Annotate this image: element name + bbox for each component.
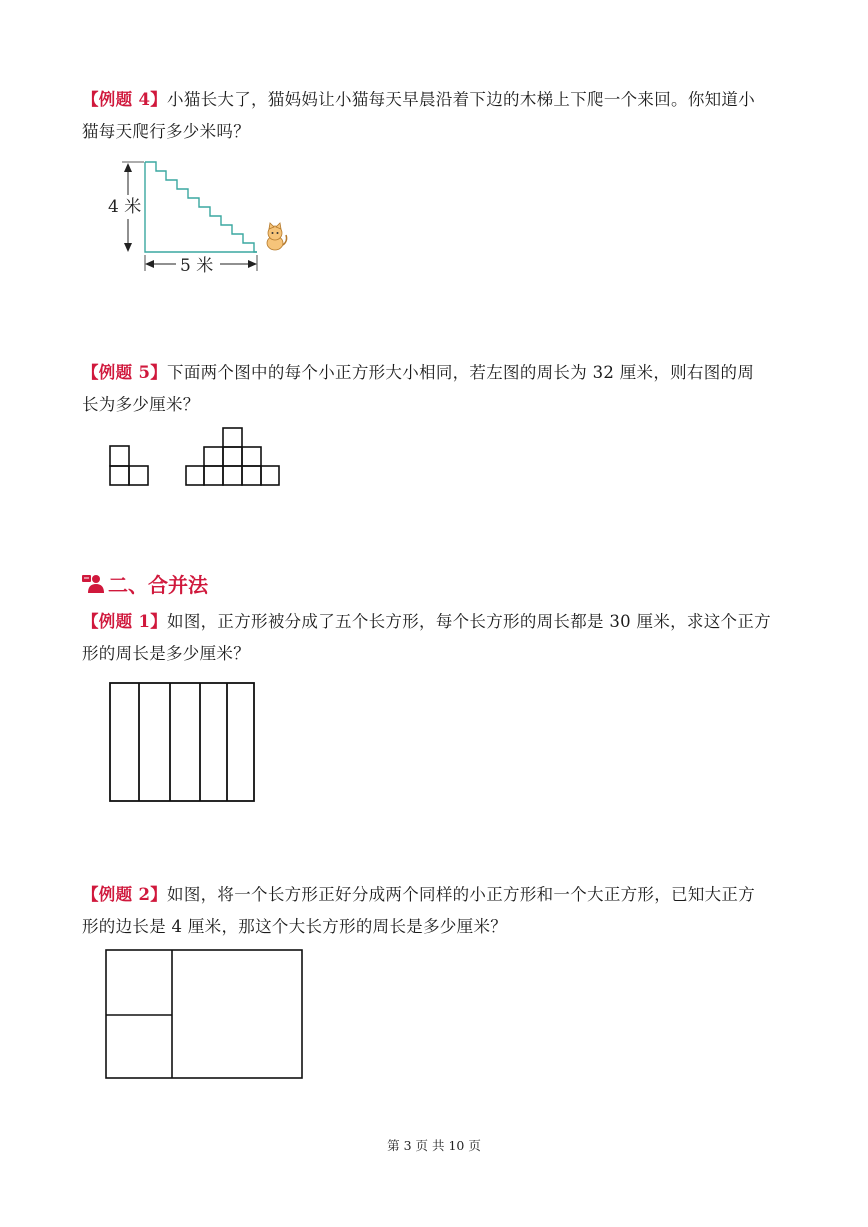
width-label: 5 米 [180,256,214,275]
section2-example-1-line2: 形的周长是多少厘米？ [82,644,250,663]
section2-example-2-text [82,879,788,943]
rectangle-split-figure [104,948,306,1082]
section2-example-2-tag: 【例题 2】 [82,885,168,904]
example-4-text [82,84,788,148]
squares-left-figure [108,444,152,488]
example-4-tag: 【例题 4】 [82,90,168,109]
example-5-line2: 长为多少厘米？ [82,395,200,414]
staircase-figure [100,155,300,275]
example-5-tag: 【例题 5】 [82,363,168,382]
teacher-icon [82,572,104,594]
height-label: 4 米 [108,197,142,217]
section2-example-1-tag: 【例题 1】 [82,612,168,631]
example-4-line2: 猫每天爬行多少米吗？ [82,122,250,141]
page-footer: 第 3 页 共 10 页 [387,1138,481,1153]
example-5-line1: 下面两个图中的每个小正方形大小相同，若左图的周长为 32 厘米，则右图的周 [167,363,755,382]
section2-example-2-line1: 如图，将一个长方形正好分成两个同样的小正方形和一个大正方形，已知大正方 [167,885,756,904]
section-title: 二、合并法 [108,572,208,597]
five-rectangles-figure [108,681,258,805]
section2-example-1-line1: 如图，正方形被分成了五个长方形，每个长方形的周长都是 30 厘米，求这个正方 [167,612,771,631]
example-4-line1: 小猫长大了，猫妈妈让小猫每天早晨沿着下边的木梯上下爬一个来回。你知道小 [167,90,756,109]
section2-example-2-line2: 形的边长是 4 厘米，那这个大长方形的周长是多少厘米？ [82,917,508,936]
section-heading [82,566,208,600]
section2-example-1-text [82,606,788,670]
example-5-text [82,357,788,421]
kitten-icon [267,223,287,250]
squares-right-figure [184,426,282,488]
staircase-steps [145,162,257,252]
